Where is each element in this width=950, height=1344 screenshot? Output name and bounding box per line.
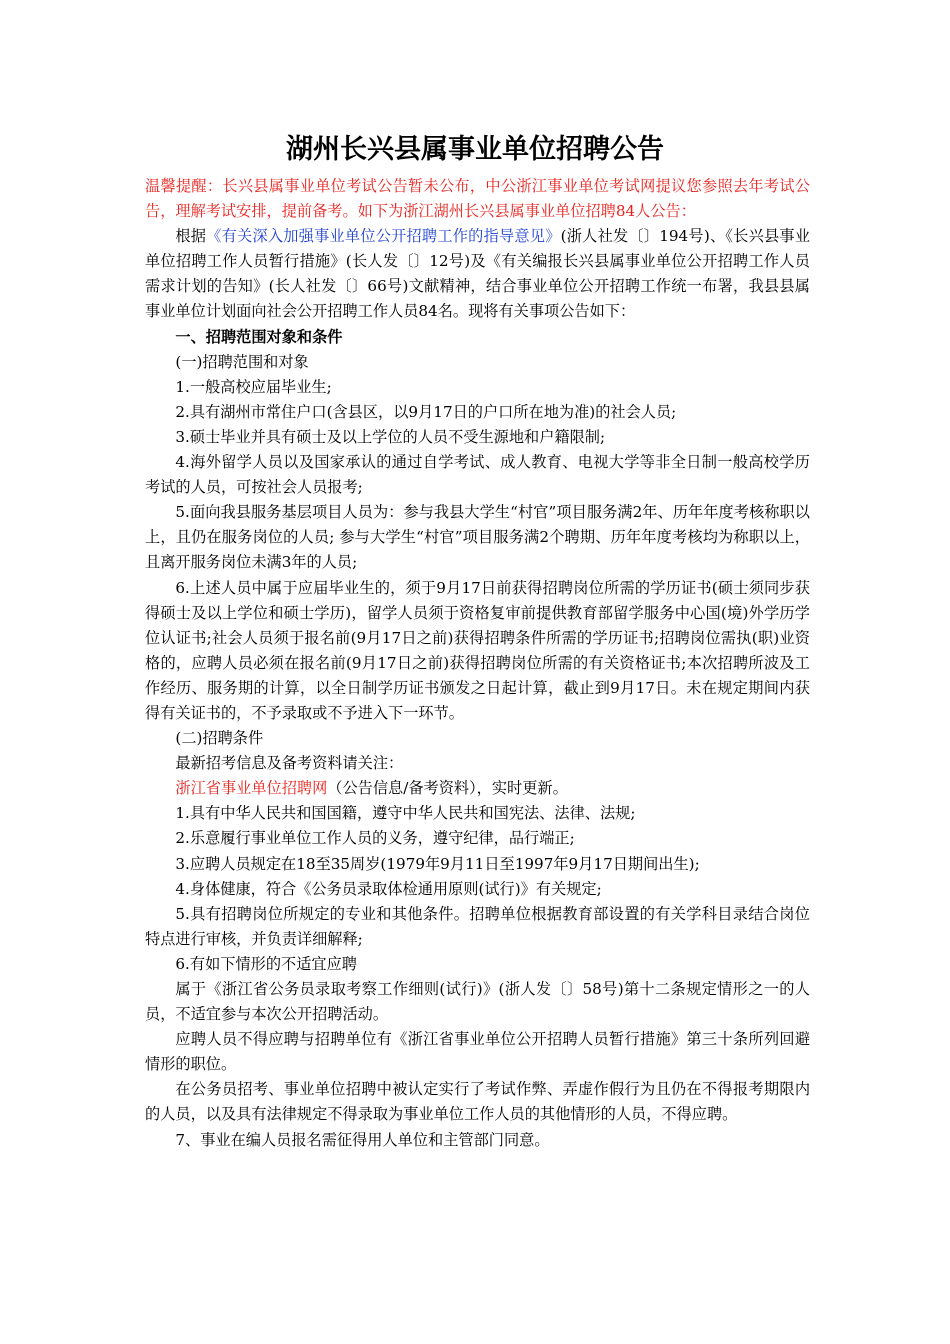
intro-prefix: 根据 <box>175 227 207 246</box>
list-item: 属于《浙江省公务员录取考察工作细则(试行)》(浙人发〔〕58号)第十二条规定情形之一的人员，不适宜参与本次公开招聘活动。 <box>145 980 810 1024</box>
reminder-paragraph: 温馨提醒：长兴县属事业单位考试公告暂未公布，中公浙江事业单位考试网提议您参照去年考试公告，理解考试安排，提前备考。如下为浙江湖州长兴县属事业单位招聘84人公告： <box>145 177 810 221</box>
notice-rest: （公告信息/备考资料），实时更新。 <box>327 779 568 798</box>
list-item: 1.一般高校应届毕业生; <box>175 377 332 396</box>
intro-rest: (浙人社发〔〕194号)、《长兴县事业单位招聘工作人员暂行措施》(长人发〔〕12号)及《有关编报长兴县属事业单位公开招聘工作人员需求计划的告知》(长人社发〔〕66号)文献精神，结合事业单位公开招聘工作统一布署，我县县属事业单位计划面向社会公开招聘工作人员84名。现将有关事项公告如下： <box>145 227 811 321</box>
list-item: 2.乐意履行事业单位工作人员的义务，遵守纪律，品行端正; <box>175 829 575 848</box>
recruitment-site-link[interactable]: 浙江省事业单位招聘网 <box>175 779 328 798</box>
list-item: 5.面向我县服务基层项目人员为：参与我县大学生“村官”项目服务满2年、历年年度考核称职以上，且仍在服务岗位的人员; 参与大学生“村官”项目服务满2个聘期、历年年度考核均为称职以上，且离开服务岗位未满3年的人员; <box>145 503 810 572</box>
list-item: 6.有如下情形的不适宜应聘 <box>175 954 357 973</box>
list-item: 2.具有湖州市常住户口(含县区，以9月17日的户口所在地为准)的社会人员; <box>175 402 677 421</box>
list-item: 3.硕士毕业并具有硕士及以上学位的人员不受生源地和户籍限制; <box>175 427 606 446</box>
list-item: 3.应聘人员规定在18至35周岁(1979年9月11日至1997年9月17日期间出生); <box>175 854 700 873</box>
list-item: 1.具有中华人民共和国国籍，遵守中华人民共和国宪法、法律、法规; <box>175 804 636 823</box>
list-item: 应聘人员不得应聘与招聘单位有《浙江省事业单位公开招聘人员暂行措施》第三十条所列回避情形的职位。 <box>145 1030 810 1074</box>
page-title: 湖州长兴县属事业单位招聘公告 <box>286 134 664 165</box>
list-item: 4.身体健康，符合《公务员录取体检通用原则(试行)》有关规定; <box>175 879 602 898</box>
list-item: 5.具有招聘岗位所规定的专业和其他条件。招聘单位根据教育部设置的有关学科目录结合岗位特点进行审核，并负责详细解释; <box>145 904 810 948</box>
list-item: 6.上述人员中属于应届毕业生的，须于9月17日前获得招聘岗位所需的学历证书(硕士须同步获得硕士及以上学位和硕士学历)，留学人员须于资格复审前提供教育部留学服务中心国(境)外学历学位认证书;社会人员须于报名前(9月17日之前)获得招聘条件所需的学历证书;招聘岗位需执(职)业资格的，应聘人员必须在报名前(9月17日之前)获得招聘岗位所需的有关资格证书;本次招聘所波及工作经历、服务期的计算，以全日制学历证书颁发之日起计算，截止到9月17日。未在规定期间内获得有关证书的，不予录取或不予进入下一环节。 <box>145 578 810 722</box>
notice-link-line <box>145 776 810 801</box>
list-item: 在公务员招考、事业单位招聘中被认定实行了考试作弊、弄虚作假行为且仍在不得报考期限内的人员，以及具有法律规定不得录取为事业单位工作人员的其他情形的人员，不得应聘。 <box>145 1080 810 1124</box>
notice-line: 最新招考信息及备考资料请关注： <box>175 754 404 773</box>
list-item: 7、事业在编人员报名需征得用人单位和主管部门同意。 <box>175 1130 550 1149</box>
subsection-heading-2: (二)招聘条件 <box>175 729 264 748</box>
list-item: 4.海外留学人员以及国家承认的通过自学考试、成人教育、电视大学等非全日制一般高校学历考试的人员，可按社会人员报考; <box>145 453 810 497</box>
intro-paragraph <box>145 224 810 324</box>
guideline-link[interactable]: 《有关深入加强事业单位公开招聘工作的指导意见》 <box>206 227 561 246</box>
subsection-heading-1: (一)招聘范围和对象 <box>175 352 309 371</box>
section-heading-1: 一、招聘范围对象和条件 <box>175 327 343 346</box>
document-body <box>145 174 810 1153</box>
